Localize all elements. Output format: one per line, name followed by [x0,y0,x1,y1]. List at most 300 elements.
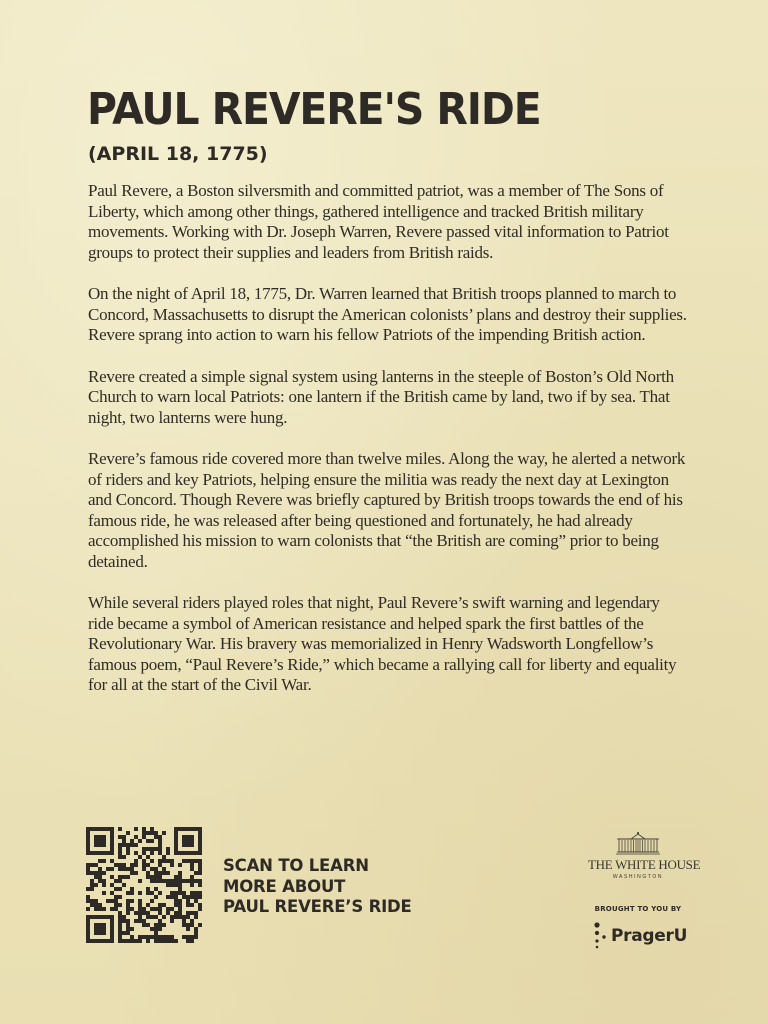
qr-module [126,939,130,943]
qr-module [130,927,134,931]
qr-module [178,891,182,895]
qr-module [190,895,194,899]
qr-module [122,835,126,839]
qr-module [194,827,198,831]
qr-module [134,859,138,863]
qr-module [178,863,182,867]
qr-module [86,835,90,839]
qr-module [138,935,142,939]
qr-module [150,827,154,831]
qr-module [178,827,182,831]
qr-module [150,851,154,855]
qr-module [122,867,126,871]
qr-module [158,919,162,923]
qr-module [174,899,178,903]
qr-module [90,851,94,855]
prageru-dots-logo [593,922,607,950]
qr-module [162,871,166,875]
qr-module [110,867,114,871]
qr-module [162,879,166,883]
qr-module [94,871,98,875]
qr-module [178,903,182,907]
qr-module [122,843,126,847]
paragraph-3: Revere created a simple signal system using lanterns in the steeple of Boston’s Old North Church to warn local Patriots: one lantern if the British came by land, two if by sea. That night, two lanterns were hung. [88,366,674,427]
qr-module [102,927,106,931]
qr-module [150,879,154,883]
qr-module [158,835,162,839]
qr-module [162,915,166,919]
qr-module [182,851,186,855]
qr-module [138,907,142,911]
qr-module [146,839,150,843]
qr-module [166,935,170,939]
qr-module [198,843,202,847]
qr-module [106,867,110,871]
qr-module [182,843,186,847]
qr-module [174,839,178,843]
qr-module [146,847,150,851]
qr-module [102,923,106,927]
qr-module [174,879,178,883]
qr-module [174,895,178,899]
qr-module [166,851,170,855]
qr-module [190,903,194,907]
qr-module [186,903,190,907]
qr-module [110,843,114,847]
qr-module [178,875,182,879]
qr-module [142,935,146,939]
qr-module [126,831,130,835]
qr-module [138,903,142,907]
qr-module [198,835,202,839]
qr-module [162,855,166,859]
qr-module [98,835,102,839]
qr-module [142,863,146,867]
qr-module [122,919,126,923]
scan-line-1: SCAN TO LEARN [223,856,369,875]
qr-module [178,851,182,855]
qr-module [170,883,174,887]
qr-module [154,871,158,875]
qr-module [194,899,198,903]
qr-module [186,851,190,855]
qr-module [198,895,202,899]
qr-module [102,879,106,883]
qr-module [86,895,90,899]
qr-module [194,911,198,915]
qr-module [158,847,162,851]
qr-module [138,911,142,915]
white-house-city: WASHINGTON [612,874,664,880]
qr-module [170,891,174,895]
qr-module [94,843,98,847]
qr-module [142,851,146,855]
qr-module [106,915,110,919]
qr-module [102,851,106,855]
qr-module [122,883,126,887]
white-house-logo [588,831,701,880]
qr-module [130,935,134,939]
qr-module [134,843,138,847]
qr-module [190,867,194,871]
qr-module [154,939,158,943]
qr-module [98,867,102,871]
qr-module [130,887,134,891]
qr-module [90,863,94,867]
qr-module [186,915,190,919]
qr-module [154,875,158,879]
qr-module [158,891,162,895]
scan-line-3: PAUL REVERE’S RIDE [223,897,412,916]
qr-module [190,935,194,939]
qr-code-icon[interactable] [86,827,202,943]
qr-module [134,863,138,867]
qr-module [90,879,94,883]
qr-module [98,827,102,831]
qr-module [134,919,138,923]
qr-module [90,939,94,943]
qr-module [142,835,146,839]
qr-module [102,859,106,863]
qr-module [174,875,178,879]
qr-module [90,887,94,891]
qr-module [146,855,150,859]
qr-module [142,911,146,915]
qr-module [130,839,134,843]
qr-module [114,863,118,867]
qr-module [94,863,98,867]
qr-module [114,907,118,911]
qr-module [106,851,110,855]
qr-module [86,871,90,875]
qr-module [90,871,94,875]
qr-module [182,879,186,883]
qr-module [98,851,102,855]
qr-module [118,887,122,891]
qr-module [86,863,90,867]
qr-module [138,919,142,923]
qr-module [118,875,122,879]
qr-module [150,899,154,903]
qr-module [170,935,174,939]
qr-module [178,879,182,883]
qr-module [86,919,90,923]
qr-module [198,831,202,835]
qr-module [170,915,174,919]
scan-to-learn-callout [223,856,412,918]
qr-module [198,867,202,871]
qr-module [158,923,162,927]
qr-module [102,835,106,839]
qr-module [158,863,162,867]
qr-module [174,827,178,831]
prageru-wordmark: PragerU [611,926,688,946]
qr-module [158,875,162,879]
qr-module [182,839,186,843]
qr-module [198,903,202,907]
qr-module [126,923,130,927]
qr-module [198,883,202,887]
qr-module [110,847,114,851]
qr-module [94,923,98,927]
qr-module [146,887,150,891]
qr-module [126,875,130,879]
qr-module [150,927,154,931]
qr-module [122,863,126,867]
qr-module [186,911,190,915]
qr-module [194,891,198,895]
qr-module [130,863,134,867]
qr-module [110,927,114,931]
qr-module [118,847,122,851]
qr-module [174,891,178,895]
qr-module [162,935,166,939]
qr-module [186,843,190,847]
qr-module [118,915,122,919]
qr-module [190,843,194,847]
qr-module [146,939,150,943]
qr-module [190,919,194,923]
qr-module [122,915,126,919]
qr-module [150,839,154,843]
qr-module [190,863,194,867]
qr-module [86,847,90,851]
qr-module [146,871,150,875]
qr-module [158,839,162,843]
qr-module [86,843,90,847]
white-house-name: THE WHITE HOUSE [588,857,701,872]
qr-module [198,827,202,831]
qr-module [86,887,90,891]
qr-module [158,903,162,907]
qr-module [146,915,150,919]
qr-module [186,939,190,943]
qr-module [130,907,134,911]
qr-module [126,891,130,895]
qr-module [130,867,134,871]
page-subtitle-date: (APRIL 18, 1775) [88,143,268,165]
qr-module [86,931,90,935]
qr-module [90,899,94,903]
qr-module [154,831,158,835]
qr-module [134,871,138,875]
qr-module [126,907,130,911]
qr-module [198,907,202,911]
qr-module [182,859,186,863]
qr-module [182,923,186,927]
qr-module [178,907,182,911]
qr-module [138,839,142,843]
qr-module [162,923,166,927]
qr-module [86,827,90,831]
qr-module [154,931,158,935]
qr-module [126,867,130,871]
qr-module [158,879,162,883]
qr-module [166,907,170,911]
qr-code-graphic [86,827,202,943]
qr-module [110,883,114,887]
qr-module [174,903,178,907]
qr-module [174,915,178,919]
qr-module [118,919,122,923]
qr-module [118,879,122,883]
qr-module [158,859,162,863]
qr-module [190,875,194,879]
qr-module [86,939,90,943]
qr-module [190,851,194,855]
qr-module [162,903,166,907]
qr-module [194,895,198,899]
qr-module [114,879,118,883]
qr-module [194,851,198,855]
page-title: PAUL REVERE'S RIDE [87,84,541,135]
qr-module [102,843,106,847]
qr-module [198,847,202,851]
qr-module [138,891,142,895]
qr-module [158,851,162,855]
qr-module [98,907,102,911]
qr-module [114,903,118,907]
qr-module [150,907,154,911]
qr-module [190,839,194,843]
qr-module [86,923,90,927]
qr-module [86,831,90,835]
qr-module [146,831,150,835]
qr-module [98,939,102,943]
qr-module [166,911,170,915]
qr-module [162,867,166,871]
qr-module [102,883,106,887]
qr-module [122,875,126,879]
qr-module [178,883,182,887]
qr-module [118,911,122,915]
qr-module [134,835,138,839]
article-body [88,181,688,717]
qr-module [158,911,162,915]
qr-module [110,899,114,903]
qr-module [198,879,202,883]
qr-module [186,879,190,883]
qr-module [190,891,194,895]
qr-module [186,935,190,939]
qr-module [90,903,94,907]
qr-module [98,923,102,927]
qr-module [154,867,158,871]
qr-module [190,923,194,927]
qr-module [194,935,198,939]
qr-module [106,939,110,943]
qr-module [170,859,174,863]
qr-module [94,883,98,887]
qr-module [198,839,202,843]
paragraph-1: Paul Revere, a Boston silversmith and committed patriot, was a member of The Sons of Liberty, which among other things, gathered intelligence and tracked British military movements. Working with Dr. Joseph Warren, Revere passed vital information to Patriot groups to protect their supplies and leaders from British raids. [88,181,669,262]
qr-module [126,899,130,903]
qr-module [150,847,154,851]
qr-module [190,911,194,915]
qr-module [138,879,142,883]
qr-module [154,935,158,939]
qr-module [98,903,102,907]
qr-module [158,907,162,911]
qr-module [130,891,134,895]
qr-module [114,887,118,891]
qr-module [138,855,142,859]
qr-module [94,903,98,907]
qr-module [182,919,186,923]
qr-module [154,887,158,891]
qr-module [198,871,202,875]
qr-module [166,883,170,887]
qr-module [98,839,102,843]
qr-module [182,915,186,919]
qr-module [118,903,122,907]
qr-module [158,843,162,847]
qr-module [118,895,122,899]
qr-module [98,879,102,883]
qr-module [94,927,98,931]
qr-module [90,827,94,831]
qr-module [158,935,162,939]
qr-module [86,899,90,903]
qr-module [110,891,114,895]
qr-module [98,859,102,863]
qr-module [154,907,158,911]
qr-module [130,899,134,903]
qr-module [194,879,198,883]
qr-module [122,855,126,859]
qr-module [146,935,150,939]
qr-module [158,871,162,875]
qr-module [146,923,150,927]
qr-module [86,927,90,931]
qr-module [130,843,134,847]
qr-module [162,831,166,835]
qr-module [190,859,194,863]
qr-module [150,891,154,895]
qr-module [98,875,102,879]
qr-module [114,895,118,899]
qr-module [102,839,106,843]
white-house-building-icon [616,831,660,855]
qr-module [110,915,114,919]
qr-module [94,835,98,839]
qr-module [186,923,190,927]
qr-module [158,927,162,931]
qr-module [110,923,114,927]
brought-to-you-by-label: BROUGHT TO YOU BY [594,905,682,913]
qr-module [106,827,110,831]
qr-module [166,859,170,863]
qr-module [166,895,170,899]
qr-module [126,843,130,847]
qr-module [174,831,178,835]
qr-module [110,839,114,843]
qr-module [126,927,130,931]
qr-module [110,851,114,855]
qr-module [194,859,198,863]
qr-module [186,927,190,931]
qr-module [126,851,130,855]
qr-module [146,875,150,879]
qr-module [94,899,98,903]
qr-module [178,887,182,891]
qr-module [182,827,186,831]
qr-module [146,903,150,907]
qr-module [110,931,114,935]
qr-module [198,851,202,855]
qr-module [118,827,122,831]
qr-module [110,907,114,911]
